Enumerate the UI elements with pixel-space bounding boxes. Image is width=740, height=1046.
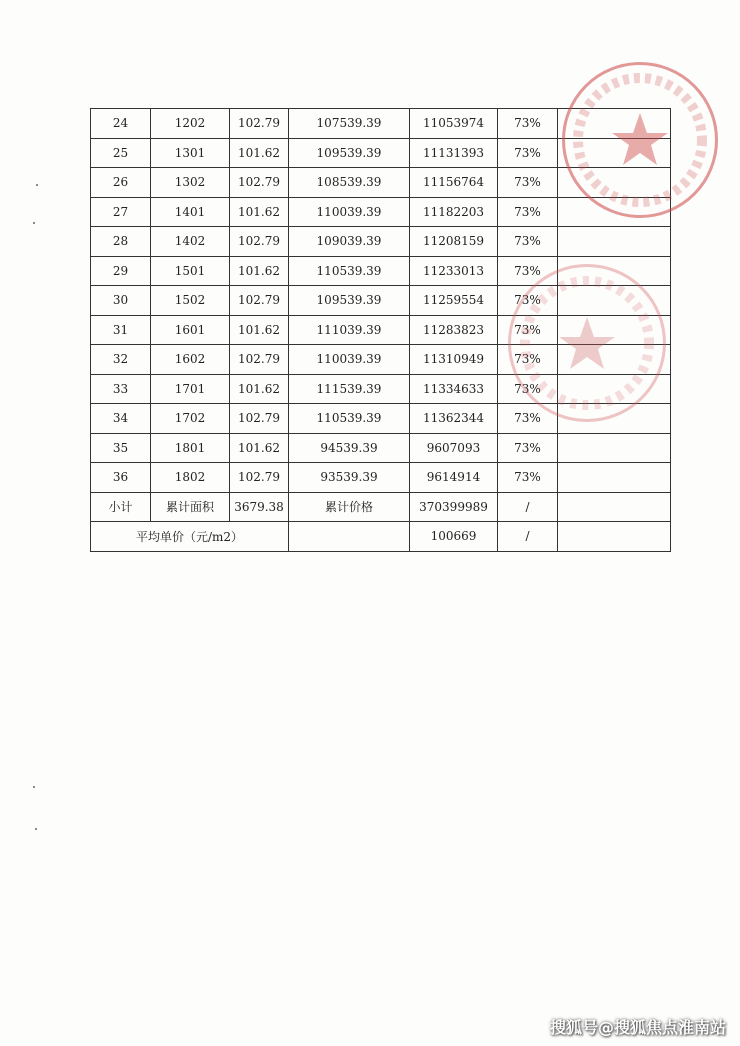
scan-speck [33, 222, 35, 224]
room-number-cell: 1701 [151, 374, 230, 404]
room-number-cell: 1402 [151, 227, 230, 257]
remark-cell [558, 256, 671, 286]
floor-area-cell: 101.62 [230, 197, 289, 227]
table-row [91, 227, 671, 257]
floor-area-cell: 102.79 [230, 227, 289, 257]
unit-number-cell: 27 [91, 197, 151, 227]
scan-speck [35, 828, 37, 830]
source-watermark: 搜狐号@搜狐焦点淮南站 [549, 1018, 726, 1037]
average-price-label: 平均单价（元/m2） [91, 522, 289, 552]
subtotal-label: 小计 [91, 492, 151, 522]
remark-cell [558, 374, 671, 404]
floor-area-cell: 101.62 [230, 256, 289, 286]
unit-number-cell: 36 [91, 463, 151, 493]
unit-price-cell: 110539.39 [289, 404, 410, 434]
unit-price-cell: 107539.39 [289, 109, 410, 139]
unit-price-cell: 110039.39 [289, 197, 410, 227]
total-price-cell: 11053974 [410, 109, 498, 139]
unit-number-cell: 25 [91, 138, 151, 168]
total-price-cell: 11233013 [410, 256, 498, 286]
remark-cell [558, 315, 671, 345]
table-row [91, 404, 671, 434]
scan-speck [33, 786, 35, 788]
ratio-cell: 73% [498, 345, 558, 375]
remark-cell [558, 138, 671, 168]
room-number-cell: 1501 [151, 256, 230, 286]
remark-cell [558, 463, 671, 493]
cumulative-price-value: 370399989 [410, 492, 498, 522]
price-table [90, 108, 671, 552]
floor-area-cell: 102.79 [230, 463, 289, 493]
total-price-cell: 9614914 [410, 463, 498, 493]
unit-price-cell: 109039.39 [289, 227, 410, 257]
unit-price-cell: 109539.39 [289, 286, 410, 316]
unit-price-cell: 93539.39 [289, 463, 410, 493]
remark-cell [558, 404, 671, 434]
table-row [91, 463, 671, 493]
total-price-cell: 11156764 [410, 168, 498, 198]
floor-area-cell: 101.62 [230, 433, 289, 463]
remark-cell [558, 433, 671, 463]
unit-number-cell: 24 [91, 109, 151, 139]
total-price-cell: 11310949 [410, 345, 498, 375]
floor-area-cell: 101.62 [230, 138, 289, 168]
unit-number-cell: 30 [91, 286, 151, 316]
unit-number-cell: 26 [91, 168, 151, 198]
ratio-cell: 73% [498, 374, 558, 404]
remark-cell [558, 109, 671, 139]
ratio-cell: 73% [498, 315, 558, 345]
ratio-cell: 73% [498, 168, 558, 198]
cumulative-area-label: 累计面积 [151, 492, 230, 522]
ratio-cell: 73% [498, 109, 558, 139]
floor-area-cell: 101.62 [230, 374, 289, 404]
table-row [91, 286, 671, 316]
unit-number-cell: 29 [91, 256, 151, 286]
table-row [91, 374, 671, 404]
total-price-cell: 11131393 [410, 138, 498, 168]
remark-cell [558, 345, 671, 375]
unit-number-cell: 31 [91, 315, 151, 345]
unit-price-cell: 111539.39 [289, 374, 410, 404]
unit-price-cell: 109539.39 [289, 138, 410, 168]
unit-price-cell: 111039.39 [289, 315, 410, 345]
average-price-value: 100669 [410, 522, 498, 552]
ratio-cell: 73% [498, 138, 558, 168]
ratio-cell: 73% [498, 256, 558, 286]
table-row [91, 197, 671, 227]
table-row [91, 138, 671, 168]
subtotal-row [91, 492, 671, 522]
room-number-cell: 1301 [151, 138, 230, 168]
unit-number-cell: 32 [91, 345, 151, 375]
floor-area-cell: 102.79 [230, 109, 289, 139]
total-price-cell: 11362344 [410, 404, 498, 434]
subtotal-ratio: / [498, 492, 558, 522]
floor-area-cell: 101.62 [230, 315, 289, 345]
room-number-cell: 1602 [151, 345, 230, 375]
floor-area-cell: 102.79 [230, 345, 289, 375]
table-row [91, 109, 671, 139]
remark-cell [558, 168, 671, 198]
average-empty-cell-2 [558, 522, 671, 552]
total-price-cell: 11259554 [410, 286, 498, 316]
unit-number-cell: 34 [91, 404, 151, 434]
table-row [91, 433, 671, 463]
average-row [91, 522, 671, 552]
ratio-cell: 73% [498, 404, 558, 434]
price-table-body [91, 109, 671, 493]
floor-area-cell: 102.79 [230, 286, 289, 316]
room-number-cell: 1601 [151, 315, 230, 345]
ratio-cell: 73% [498, 197, 558, 227]
table-row [91, 256, 671, 286]
average-ratio: / [498, 522, 558, 552]
total-price-cell: 11182203 [410, 197, 498, 227]
ratio-cell: 73% [498, 433, 558, 463]
table-row [91, 345, 671, 375]
floor-area-cell: 102.79 [230, 168, 289, 198]
subtotal-empty-cell [558, 492, 671, 522]
total-price-cell: 11283823 [410, 315, 498, 345]
unit-price-cell: 108539.39 [289, 168, 410, 198]
ratio-cell: 73% [498, 227, 558, 257]
total-price-cell: 11208159 [410, 227, 498, 257]
room-number-cell: 1401 [151, 197, 230, 227]
unit-number-cell: 35 [91, 433, 151, 463]
table-row [91, 168, 671, 198]
remark-cell [558, 227, 671, 257]
unit-price-cell: 110539.39 [289, 256, 410, 286]
remark-cell [558, 286, 671, 316]
room-number-cell: 1702 [151, 404, 230, 434]
ratio-cell: 73% [498, 286, 558, 316]
remark-cell [558, 197, 671, 227]
room-number-cell: 1302 [151, 168, 230, 198]
unit-number-cell: 28 [91, 227, 151, 257]
table-row [91, 315, 671, 345]
ratio-cell: 73% [498, 463, 558, 493]
room-number-cell: 1801 [151, 433, 230, 463]
room-number-cell: 1802 [151, 463, 230, 493]
room-number-cell: 1502 [151, 286, 230, 316]
cumulative-price-label: 累计价格 [289, 492, 410, 522]
average-empty-cell [289, 522, 410, 552]
unit-price-cell: 94539.39 [289, 433, 410, 463]
floor-area-cell: 102.79 [230, 404, 289, 434]
scan-speck [36, 184, 38, 186]
total-price-cell: 11334633 [410, 374, 498, 404]
room-number-cell: 1202 [151, 109, 230, 139]
unit-number-cell: 33 [91, 374, 151, 404]
total-price-cell: 9607093 [410, 433, 498, 463]
cumulative-area-value: 3679.38 [230, 492, 289, 522]
unit-price-cell: 110039.39 [289, 345, 410, 375]
